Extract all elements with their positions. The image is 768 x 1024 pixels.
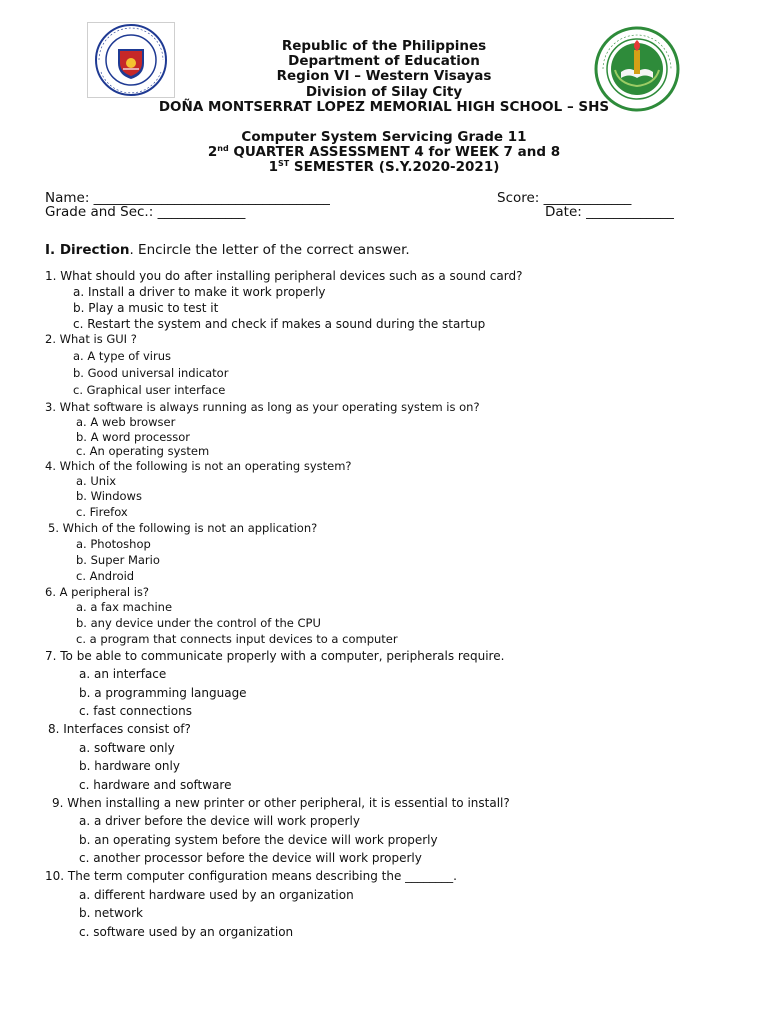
question-4: 4. Which of the following is not an operating system?: [45, 459, 352, 473]
header-region: Region VI – Western Visayas: [276, 68, 492, 84]
option-6a: a. a fax machine: [76, 600, 173, 614]
question-6: 6. A peripheral is?: [45, 585, 150, 599]
header-republic: Republic of the Philippines: [281, 38, 487, 54]
question-2: 2. What is GUI ?: [45, 332, 137, 346]
option-1c: c. Restart the system and check if makes a sound during the startup: [73, 317, 486, 331]
option-1a: a. Install a driver to make it work properly: [73, 285, 326, 299]
option-9a: a. a driver before the device will work properly: [79, 814, 360, 828]
score-field: Score: _____________: [497, 190, 632, 206]
date-field: Date: _____________: [545, 204, 674, 220]
option-8b: b. hardware only: [79, 759, 180, 773]
option-5a: a. Photoshop: [76, 537, 151, 551]
header-division: Division of Silay City: [305, 84, 463, 100]
question-8: 8. Interfaces consist of?: [48, 722, 191, 736]
option-10b: b. network: [79, 906, 143, 920]
option-9b: b. an operating system before the device will work properly: [79, 833, 438, 847]
question-10: 10. The term computer configuration means describing the ________.: [45, 869, 457, 883]
option-9c: c. another processor before the device will work properly: [79, 851, 422, 865]
option-5c: c. Android: [76, 569, 135, 583]
option-10c: c. software used by an organization: [79, 925, 294, 939]
option-5b: b. Super Mario: [76, 553, 160, 567]
question-3: 3. What software is always running as long as your operating system is on?: [45, 400, 480, 414]
option-6b: b. any device under the control of the CPU: [76, 616, 321, 630]
option-3c: c. An operating system: [76, 444, 210, 458]
option-2a: a. A type of virus: [73, 349, 171, 363]
quarter-title: 2nd QUARTER ASSESSMENT 4 for WEEK 7 and 8: [207, 144, 561, 160]
option-7b: b. a programming language: [79, 686, 247, 700]
question-9: 9. When installing a new printer or other peripheral, it is essential to install?: [52, 796, 510, 810]
subject-title: Computer System Servicing Grade 11: [241, 129, 527, 145]
question-7: 7. To be able to communicate properly with a computer, peripherals require.: [45, 649, 505, 663]
header-school: DOÑA MONTSERRAT LOPEZ MEMORIAL HIGH SCHOOL – SHS: [158, 99, 610, 115]
question-1: 1. What should you do after installing peripheral devices such as a sound card?: [45, 269, 523, 283]
option-4b: b. Windows: [76, 489, 142, 503]
semester-title: 1ST SEMESTER (S.Y.2020-2021): [268, 159, 500, 175]
option-8a: a. software only: [79, 741, 175, 755]
option-6c: c. a program that connects input devices to a computer: [76, 632, 398, 646]
direction: I. Direction. Encircle the letter of the correct answer.: [45, 242, 410, 258]
option-8c: c. hardware and software: [79, 778, 232, 792]
option-2c: c. Graphical user interface: [73, 383, 226, 397]
option-1b: b. Play a music to test it: [73, 301, 219, 315]
option-4a: a. Unix: [76, 474, 117, 488]
option-3a: a. A web browser: [76, 415, 176, 429]
option-4c: c. Firefox: [76, 505, 128, 519]
option-7a: a. an interface: [79, 667, 167, 681]
option-10a: a. different hardware used by an organization: [79, 888, 354, 902]
name-field: Name: ___________________________________: [45, 190, 330, 206]
option-3b: b. A word processor: [76, 430, 191, 444]
option-2b: b. Good universal indicator: [73, 366, 229, 380]
option-7c: c. fast connections: [79, 704, 192, 718]
header-department: Department of Education: [288, 53, 480, 69]
question-5: 5. Which of the following is not an application?: [48, 521, 318, 535]
grade-section-field: Grade and Sec.: _____________: [45, 204, 246, 220]
